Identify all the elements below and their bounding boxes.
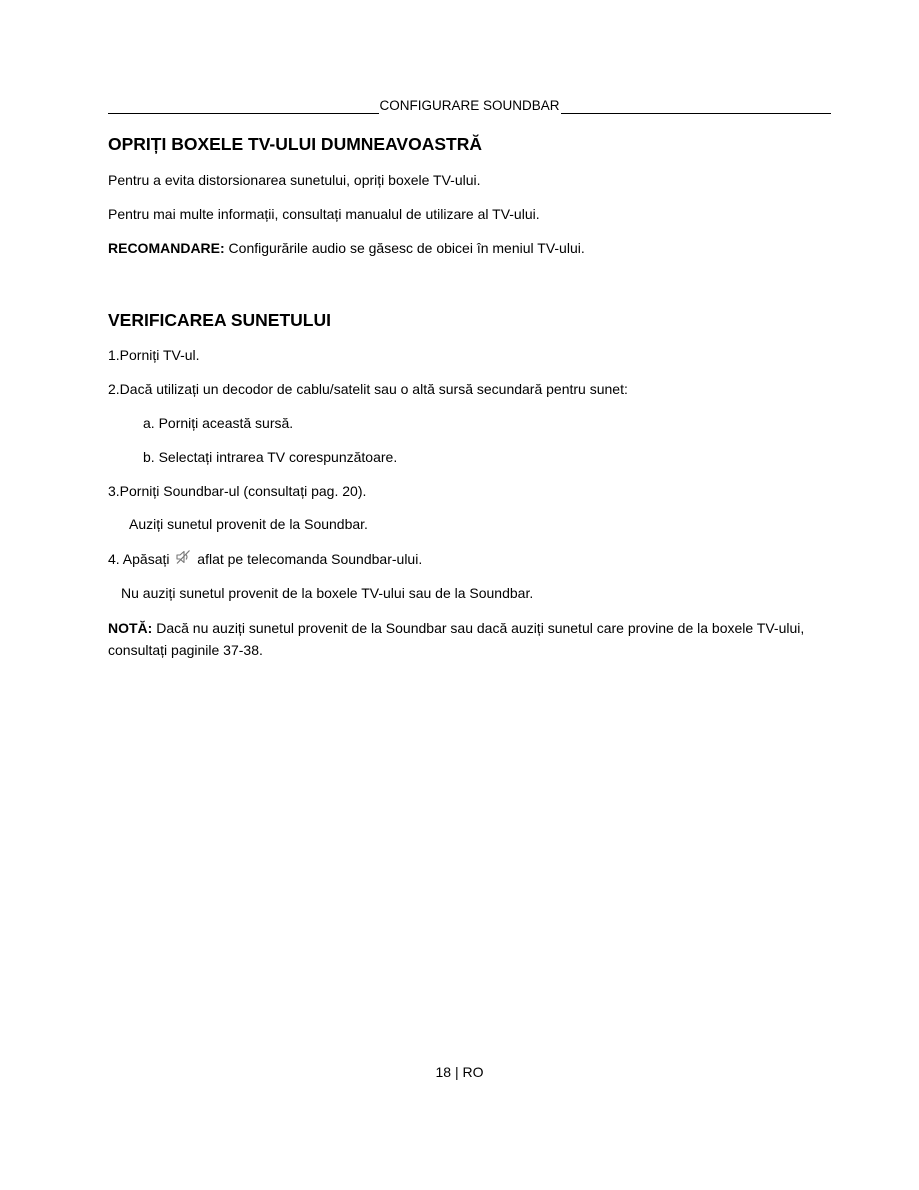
step-1: 1.Porniți TV-ul. [108,347,200,363]
running-header [108,98,831,114]
step-3-result: Auziți sunetul provenit de la Soundbar. [129,516,368,532]
note-label: NOTĂ: [108,620,153,636]
section-heading-speakers-off: OPRIȚI BOXELE TV-ULUI DUMNEAVOASTRĂ [108,134,482,154]
note [108,617,830,661]
step-4-suffix: aflat pe telecomanda Soundbar-ului. [197,551,423,567]
recommendation-label: RECOMANDARE: [108,240,225,256]
header-rule-left [108,99,379,114]
header-title: CONFIGURARE SOUNDBAR [379,98,560,113]
header-rule-right [561,99,832,114]
mute-icon [175,549,191,565]
step-2: 2.Dacă utilizați un decodor de cablu/satelit sau o altă sursă secundară pentru sunet: [108,381,628,397]
step-4 [108,548,422,570]
page-number: 18 | RO [435,1064,484,1080]
step-3: 3.Porniți Soundbar-ul (consultați pag. 20). [108,483,367,499]
step-4-result: Nu auziți sunetul provenit de la boxele TV-ului sau de la Soundbar. [121,585,534,601]
note-text: Dacă nu auziți sunetul provenit de la Soundbar sau dacă auziți sunetul care provine de la boxele TV-ului, consultați paginile 37-38. [108,620,805,658]
recommendation-text: Configurările audio se găsesc de obicei în meniul TV-ului. [224,240,585,256]
section-heading-sound-check: VERIFICAREA SUNETULUI [108,310,331,330]
paragraph-more-info: Pentru mai multe informații, consultați manualul de utilizare al TV-ului. [108,206,540,222]
recommendation [108,237,585,259]
paragraph-avoid-distortion: Pentru a evita distorsionarea sunetului, opriți boxele TV-ului. [108,172,481,188]
step-2a: a. Porniți această sursă. [143,415,294,431]
step-4-prefix: 4. Apăsați [108,551,170,567]
step-2b: b. Selectați intrarea TV corespunzătoare. [143,449,398,465]
